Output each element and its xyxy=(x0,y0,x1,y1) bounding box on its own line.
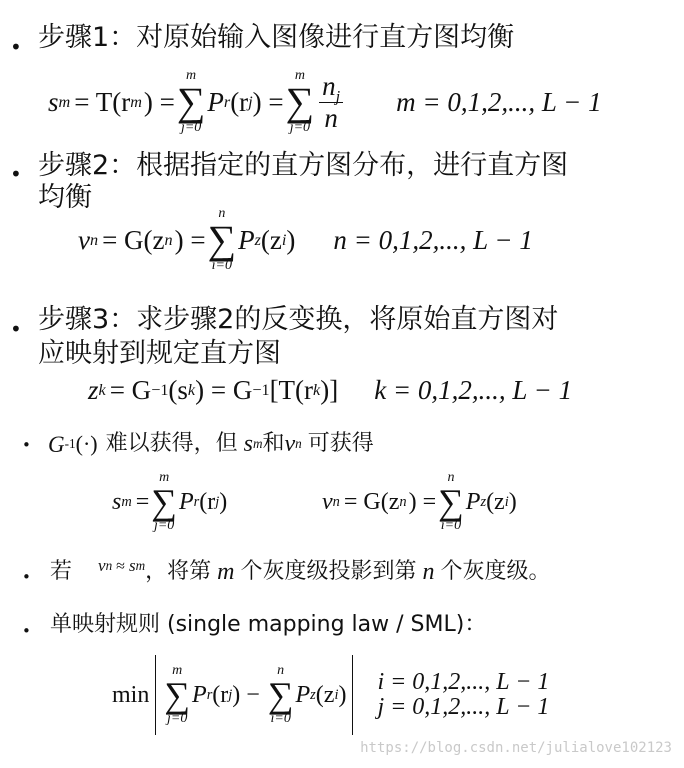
eq1-p-close: ) = xyxy=(252,86,284,117)
eq2-sum-top: n xyxy=(218,206,226,221)
eq4-sum-bottom: j=0 xyxy=(153,518,175,534)
eq6-sum2-bottom: i=0 xyxy=(270,711,291,727)
eq1-p: P xyxy=(207,86,224,117)
eq1-frac-num-sub: j xyxy=(335,86,341,105)
eq4-p-close: ) xyxy=(219,489,228,515)
eq4-p-arg: (r xyxy=(199,489,216,515)
equation-5: v n = G(z n ) = n ∑ i=0 P z (z i ) xyxy=(322,469,517,534)
eq6-sum2 xyxy=(268,664,294,726)
note1-text-c: 可获得 xyxy=(307,431,374,457)
note2-approx: ≈ xyxy=(116,557,125,575)
bullet-note3: • xyxy=(22,622,31,640)
step1-heading: 步骤1：对原始输入图像进行直方图均衡 xyxy=(38,22,515,53)
eq6-range1: i = 0,1,2,..., L − 1 xyxy=(377,668,550,695)
eq2-lhs: v xyxy=(78,224,90,255)
step2-heading-line2: 均衡 xyxy=(38,182,92,213)
eq6-p1: P xyxy=(192,682,207,708)
eq3-g1: = G xyxy=(109,374,152,405)
eq5-lhs: v xyxy=(322,489,333,515)
eq1-sum2-bottom: j=0 xyxy=(289,120,311,135)
eq1-sum2-top: m xyxy=(294,68,305,83)
eq1-sum-bottom: j=0 xyxy=(180,120,202,135)
bullet-step1: • xyxy=(10,35,22,59)
eq5-p-arg: (z xyxy=(486,489,505,515)
eq5-sum-top: n xyxy=(447,469,455,485)
note1-text-b: 和 xyxy=(262,431,285,457)
eq4-lhs: s xyxy=(112,489,122,515)
eq6-sigma2: ∑ xyxy=(267,674,294,715)
bullet-note1: • xyxy=(22,436,31,454)
eq4-sum-top: m xyxy=(159,469,170,485)
eq6-absolute-value: m ∑ j=0 P r (r j ) − n ∑ i=0 P z (z i ) xyxy=(155,655,353,735)
eq3-mid3: [T(r xyxy=(269,374,314,405)
eq2-p-close: ) xyxy=(286,224,296,255)
eq1-sum2 xyxy=(286,69,315,135)
eq6-range2: j = 0,1,2,..., L − 1 xyxy=(377,694,550,720)
eq6-sum1-top: m xyxy=(172,662,183,678)
note2-text-c: 个灰度级投影到第 xyxy=(240,559,417,585)
eq4-p: P xyxy=(178,489,194,515)
note2-s: s xyxy=(128,556,136,576)
eq1-lhs: s xyxy=(48,86,59,117)
note3: 单映射规则 (single mapping law / SML)： xyxy=(50,612,487,637)
note2-text-b: ，将第 xyxy=(145,559,212,585)
step3-heading-line1: 步骤3：求步骤2的反变换，将原始直方图对 xyxy=(38,304,559,335)
eq2-range: n = 0,1,2,..., L − 1 xyxy=(333,224,533,255)
note2-text-a: 若 xyxy=(50,559,73,585)
eq1-frac-den: n xyxy=(324,102,338,133)
eq6-ranges xyxy=(377,670,549,720)
eq6-p1-arg: (r xyxy=(212,682,229,708)
eq6-minus: − xyxy=(246,682,260,708)
note1-text-a: 难以获得，但 xyxy=(105,431,238,457)
eq5-sigma: ∑ xyxy=(438,481,464,522)
note1: G -1 (·) 难以获得，但 s m 和 v n 可获得 xyxy=(48,431,374,457)
equation-2: v n = G(z n ) = n ∑ i=0 P z (z i ) n = 0,1,2,..., L − 1 xyxy=(78,206,533,273)
eq1-frac-num: n xyxy=(322,70,336,101)
note2: 若 v $_n$ ≈ s $_m$ ，将第 m 个灰度级投影到第 n 个灰度级。 xyxy=(50,556,551,585)
eq6-p2-close: ) xyxy=(338,682,347,708)
eq5-p-close: ) xyxy=(508,489,517,515)
eq1-range: m = 0,1,2,..., L − 1 xyxy=(396,86,602,117)
bullet-note2: • xyxy=(22,568,31,586)
eq1-sigma: ∑ xyxy=(176,79,206,124)
eq1-sum xyxy=(177,69,206,135)
step3-heading-line2: 应映射到规定直方图 xyxy=(38,338,281,369)
eq2-p: P xyxy=(238,224,255,255)
bullet-step2: • xyxy=(10,162,22,186)
note1-v: v xyxy=(284,431,296,457)
eq4-sigma: ∑ xyxy=(151,481,177,522)
note2-text-d: 个灰度级。 xyxy=(440,559,551,585)
note1-func: G xyxy=(48,431,65,457)
note1-func-arg: (·) xyxy=(75,431,98,457)
eq1-t-close: ) = xyxy=(143,86,175,117)
eq6-p2-arg: (z xyxy=(315,682,335,708)
eq2-sum xyxy=(208,207,237,273)
eq3-lhs: z xyxy=(88,374,99,405)
eq3-mid1: (s xyxy=(168,374,188,405)
eq2-g-close: ) = xyxy=(174,224,206,255)
eq5-p: P xyxy=(465,489,481,515)
eq1-sigma2: ∑ xyxy=(285,79,315,124)
note2-v: v xyxy=(98,556,106,576)
eq5-sum-bottom: i=0 xyxy=(440,518,462,534)
equation-3: z k = G −1 (s k ) = G −1 [T(r k )] k = 0,1,2,..., L − 1 xyxy=(88,374,573,405)
eq6-sigma1: ∑ xyxy=(164,674,191,715)
eq4-eq: = xyxy=(135,489,150,515)
eq6-p2: P xyxy=(295,682,311,708)
step2-heading-line1: 步骤2：根据指定的直方图分布，进行直方图 xyxy=(38,150,569,181)
eq3-range: k = 0,1,2,..., L − 1 xyxy=(374,374,573,405)
eq6-sum1-bottom: j=0 xyxy=(167,711,188,727)
bullet-step3: • xyxy=(10,317,22,341)
equation-6 xyxy=(112,650,549,740)
eq6-sum1 xyxy=(164,664,190,726)
eq1-sum-top: m xyxy=(186,68,197,83)
eq4-sum xyxy=(151,471,177,533)
eq2-g: = G(z xyxy=(102,224,165,255)
eq6-sum2-top: n xyxy=(277,662,285,678)
eq1-t: = T(r xyxy=(74,86,131,117)
eq5-g: = G(z xyxy=(343,489,400,515)
note1-s: s xyxy=(243,431,253,457)
eq2-sum-bottom: i=0 xyxy=(211,258,233,273)
note2-n: n xyxy=(422,559,435,585)
eq5-g-close: ) = xyxy=(408,489,437,515)
note2-m: m xyxy=(217,559,235,585)
eq6-p1-close: ) xyxy=(232,682,241,708)
eq1-p-arg: (r xyxy=(230,86,249,117)
eq3-mid2: ) = G xyxy=(195,374,253,405)
eq2-sigma: ∑ xyxy=(207,217,237,262)
eq1-fraction xyxy=(319,70,343,133)
eq6-min: min xyxy=(112,682,150,708)
eq5-sum xyxy=(438,471,464,533)
eq2-p-arg: (z xyxy=(260,224,282,255)
watermark: https://blog.csdn.net/julialove102123 xyxy=(360,740,672,756)
equation-1: s m = T(r m ) = m ∑ j=0 P r (r j ) = m ∑ j=0 $\frac{n_j}{n}$ m = 0,1,2,..., L − 1 xyxy=(48,68,602,135)
eq3-mid3-close: )] xyxy=(320,374,339,405)
equation-4: s m = m ∑ j=0 P r (r j ) xyxy=(112,469,228,534)
